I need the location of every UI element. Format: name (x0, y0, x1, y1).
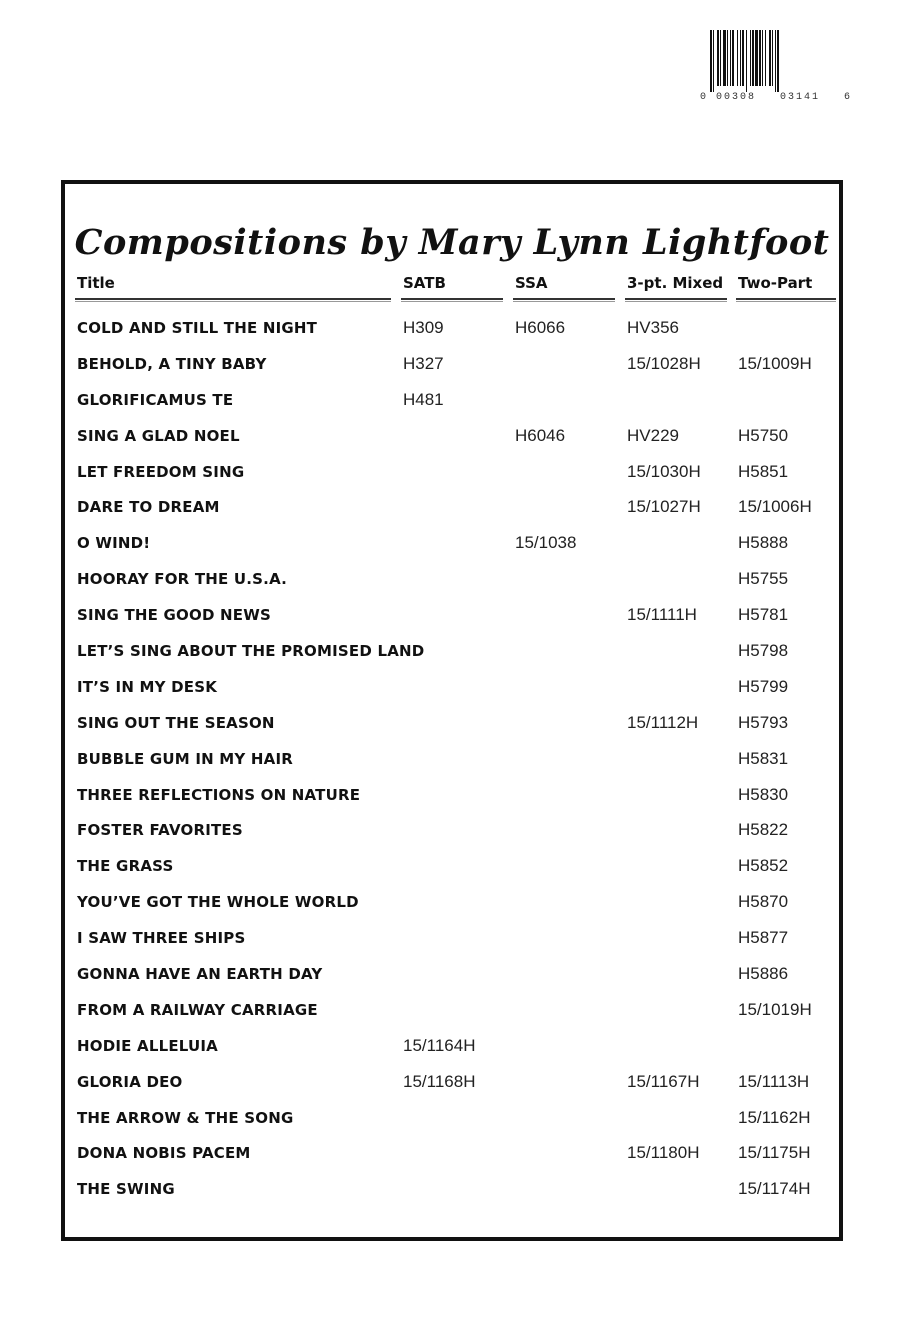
cell-title: FOSTER FAVORITES (77, 821, 243, 840)
cell-two-part: H5877 (738, 928, 789, 948)
cell-two-part: 15/1006H (738, 497, 812, 517)
table-row (65, 960, 839, 996)
cell-title: SING THE GOOD NEWS (77, 606, 271, 625)
cell-satb: H481 (403, 389, 444, 409)
cell-title: DONA NOBIS PACEM (77, 1144, 251, 1163)
barcode-bar (710, 30, 712, 92)
cell-3pt-mixed: 15/1180H (627, 1143, 700, 1163)
cell-3pt-mixed: 15/1027H (627, 497, 701, 517)
header-rule (75, 298, 391, 302)
cell-3pt-mixed: HV356 (627, 318, 679, 337)
barcode-bar (742, 30, 744, 86)
table-row (65, 781, 839, 817)
barcode-bar (759, 30, 761, 86)
barcode-bar (762, 30, 763, 86)
cell-title: SING OUT THE SEASON (77, 713, 275, 732)
cell-title: COLD AND STILL THE NIGHT (77, 319, 318, 337)
table-row (65, 816, 839, 852)
cell-title: DARE TO DREAM (77, 498, 220, 517)
header-rule (401, 298, 503, 302)
header-two-part: Two-Part (738, 274, 813, 292)
cell-satb: 15/1164H (403, 1035, 476, 1055)
cell-3pt-mixed: 15/1030H (627, 461, 701, 481)
table-row (65, 493, 839, 529)
cell-3pt-mixed: HV229 (627, 425, 679, 445)
cell-title: GLORIA DEO (77, 1072, 183, 1091)
cell-title: O WIND! (77, 534, 151, 553)
table-row (65, 673, 839, 709)
table-row (65, 888, 839, 924)
cell-two-part: 15/1113H (738, 1071, 810, 1091)
table-row (65, 565, 839, 601)
cell-two-part: H5851 (738, 461, 789, 481)
table-row (65, 745, 839, 781)
barcode-bar (752, 30, 754, 86)
cell-two-part: H5781 (738, 605, 789, 625)
header-satb: SATB (403, 274, 446, 292)
cell-ssa: H6046 (515, 425, 566, 445)
cell-title: BUBBLE GUM IN MY HAIR (77, 749, 294, 768)
table-row (65, 1032, 839, 1068)
header-ssa: SSA (515, 274, 548, 292)
cell-two-part: H5822 (738, 820, 789, 840)
barcode-bar (727, 30, 728, 86)
barcode-bar (750, 30, 751, 86)
barcode-bar (755, 30, 758, 86)
cell-3pt-mixed: 15/1167H (627, 1071, 700, 1091)
table-row (65, 422, 839, 458)
cell-title: GLORIFICAMUS TE (77, 390, 234, 409)
cell-two-part: H5830 (738, 784, 789, 804)
table-row (65, 852, 839, 888)
barcode-bars (710, 30, 840, 92)
barcode-bar (723, 30, 726, 86)
barcode-bar (775, 30, 776, 92)
table-row (65, 1104, 839, 1140)
cell-satb: 15/1168H (403, 1071, 476, 1091)
barcode-bar (740, 30, 741, 86)
header-rule (736, 298, 836, 302)
cell-two-part: H5886 (738, 964, 789, 984)
barcode-bar (720, 30, 721, 86)
table-row (65, 709, 839, 745)
cell-ssa: 15/1038 (515, 533, 577, 553)
page-title: Compositions by Mary Lynn Lightfoot (74, 222, 830, 263)
header-3pt-mixed: 3-pt. Mixed (627, 274, 724, 292)
table-row (65, 1175, 839, 1211)
cell-title: YOU’VE GOT THE WHOLE WORLD (77, 893, 359, 912)
cell-satb: H327 (403, 353, 444, 373)
cell-3pt-mixed: 15/1028H (627, 353, 701, 373)
composition-table (65, 314, 839, 1211)
table-row (65, 350, 839, 386)
barcode-digits-left: 00308 (716, 92, 757, 103)
cell-3pt-mixed: 15/1111H (627, 605, 697, 625)
cell-satb: H309 (403, 318, 444, 337)
header-rule (625, 298, 727, 302)
cell-title: THE GRASS (77, 857, 174, 876)
cell-title: THE SWING (77, 1180, 175, 1199)
table-row (65, 601, 839, 637)
cell-two-part: H5750 (738, 425, 789, 445)
cell-two-part: H5888 (738, 533, 789, 553)
table-row (65, 386, 839, 422)
cell-two-part: 15/1174H (738, 1179, 811, 1199)
cell-two-part: H5870 (738, 892, 789, 912)
barcode-bar (730, 30, 731, 86)
table-row (65, 458, 839, 494)
cell-ssa: H6066 (515, 318, 566, 337)
table-row (65, 996, 839, 1032)
cell-two-part: H5798 (738, 641, 789, 661)
cell-title: IT’S IN MY DESK (77, 677, 218, 696)
cell-title: THREE REFLECTIONS ON NATURE (77, 785, 361, 804)
barcode-bar (769, 30, 771, 86)
cell-two-part: H5852 (738, 856, 789, 876)
cell-3pt-mixed: 15/1112H (627, 712, 699, 732)
barcode-bar (772, 30, 773, 86)
cell-title: LET’S SING ABOUT THE PROMISED LAND (77, 642, 425, 661)
table-row (65, 1068, 839, 1104)
header-rule (513, 298, 615, 302)
cell-two-part: 15/1162H (738, 1107, 811, 1127)
cell-title: FROM A RAILWAY CARRIAGE (77, 1000, 318, 1019)
table-row (65, 637, 839, 673)
cell-title: THE ARROW & THE SONG (77, 1108, 294, 1127)
cell-two-part: 15/1175H (738, 1143, 811, 1163)
barcode-bar (746, 30, 747, 92)
barcode (700, 28, 850, 106)
header-title: Title (77, 274, 115, 292)
table-row (65, 314, 839, 350)
cell-title: SING A GLAD NOEL (77, 426, 240, 445)
cell-title: LET FREEDOM SING (77, 462, 245, 481)
table-row (65, 529, 839, 565)
composition-list-box (61, 180, 843, 1241)
cell-title: HOORAY FOR THE U.S.A. (77, 570, 288, 589)
cell-title: BEHOLD, A TINY BABY (77, 354, 267, 373)
barcode-bar (717, 30, 719, 86)
barcode-bar (765, 30, 766, 86)
cell-title: GONNA HAVE AN EARTH DAY (77, 965, 323, 984)
barcode-digit-check: 6 (844, 92, 851, 103)
barcode-bar (737, 30, 738, 86)
cell-two-part: 15/1009H (738, 353, 812, 373)
barcode-bar (713, 30, 714, 92)
barcode-digits (700, 92, 850, 104)
cell-two-part: H5831 (738, 748, 789, 768)
barcode-bar (777, 30, 779, 92)
barcode-digit-lead: 0 (700, 92, 707, 103)
barcode-digits-right: 03141 (780, 92, 821, 103)
cell-two-part: 15/1019H (738, 999, 812, 1019)
barcode-bar (732, 30, 734, 86)
cell-two-part: H5799 (738, 676, 789, 696)
table-row (65, 1139, 839, 1175)
cell-two-part: H5755 (738, 569, 789, 589)
table-row (65, 924, 839, 960)
cell-two-part: H5793 (738, 712, 789, 732)
cell-title: HODIE ALLELUIA (77, 1036, 218, 1055)
cell-title: I SAW THREE SHIPS (77, 929, 246, 948)
